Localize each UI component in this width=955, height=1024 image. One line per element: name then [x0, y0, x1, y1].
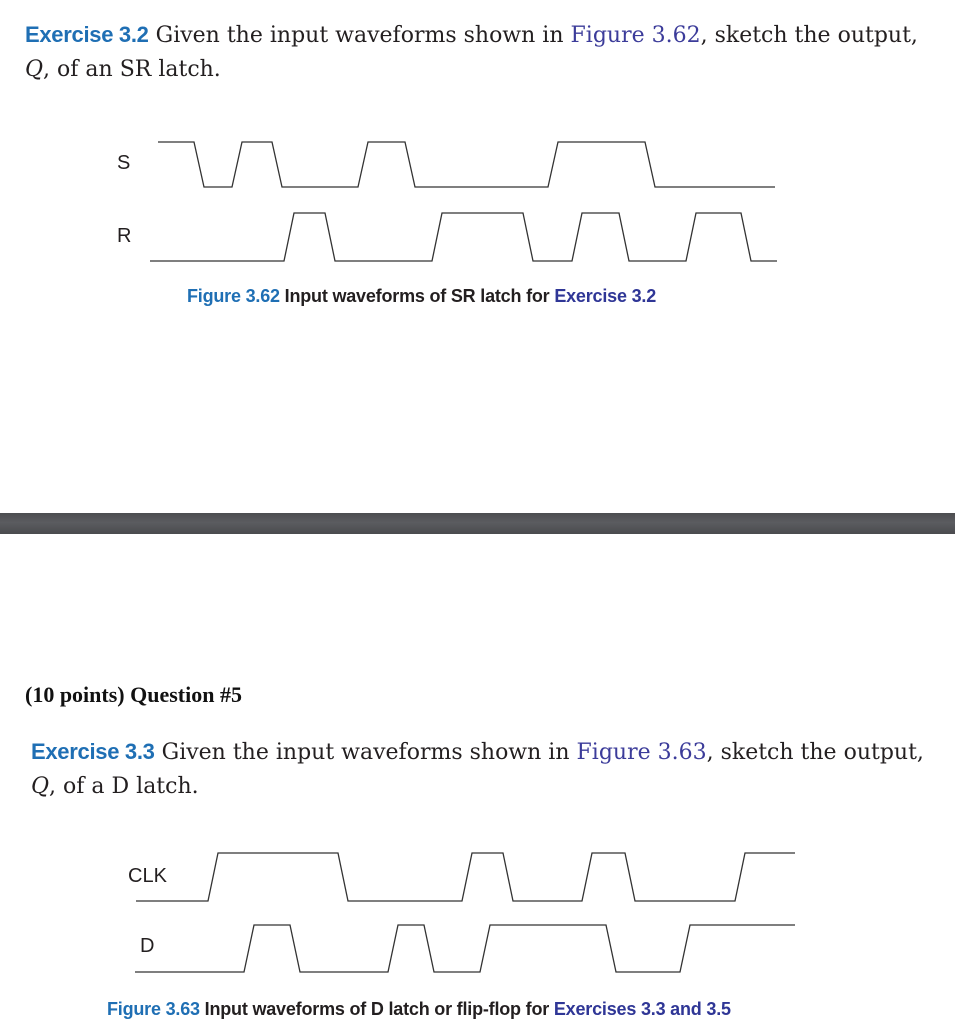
- signal-label-clk: CLK: [128, 865, 167, 887]
- signal-label-s: S: [117, 152, 131, 174]
- waveform-clk: [136, 853, 795, 901]
- exercise-3-3-text: Given the input waveforms shown in: [161, 740, 570, 765]
- figure-3-62-caption-text: Input waveforms of SR latch for: [284, 286, 550, 306]
- exercise-3-2-text: Given the input waveforms shown in: [155, 23, 564, 48]
- figure-3-63-caption-number: Figure 3.63: [107, 999, 200, 1019]
- signal-label-d: D: [140, 935, 155, 957]
- figure-3-62-reference: Figure 3.62: [570, 23, 701, 48]
- figure-3-63-caption-text: Input waveforms of D latch or flip-flop for: [204, 999, 550, 1019]
- exercise-3-2-label: Exercise 3.2: [25, 22, 149, 47]
- exercise-3-2-text-after: , sketch the output,: [700, 23, 918, 48]
- figure-3-63-caption-exercise: Exercises 3.3 and 3.5: [553, 999, 731, 1019]
- question-heading: (10 points) Question #5: [25, 682, 242, 707]
- exercise-3-3-label: Exercise 3.3: [31, 739, 155, 764]
- figure-3-63-reference: Figure 3.63: [576, 740, 707, 765]
- figure-3-62-caption-exercise: Exercise 3.2: [554, 286, 657, 306]
- exercise-3-2-text-end: , of an SR latch.: [43, 57, 221, 82]
- signal-label-r: R: [117, 225, 132, 247]
- waveform-d: [135, 925, 795, 972]
- exercise-3-3-text-after: , sketch the output,: [706, 740, 924, 765]
- output-q-variable: Q: [25, 57, 44, 82]
- figure-3-62-caption-number: Figure 3.62: [187, 286, 280, 306]
- output-q-variable-2: Q: [31, 774, 50, 799]
- figure-3-63-caption: [107, 999, 731, 1020]
- exercise-3-3-text-end: , of a D latch.: [49, 774, 199, 799]
